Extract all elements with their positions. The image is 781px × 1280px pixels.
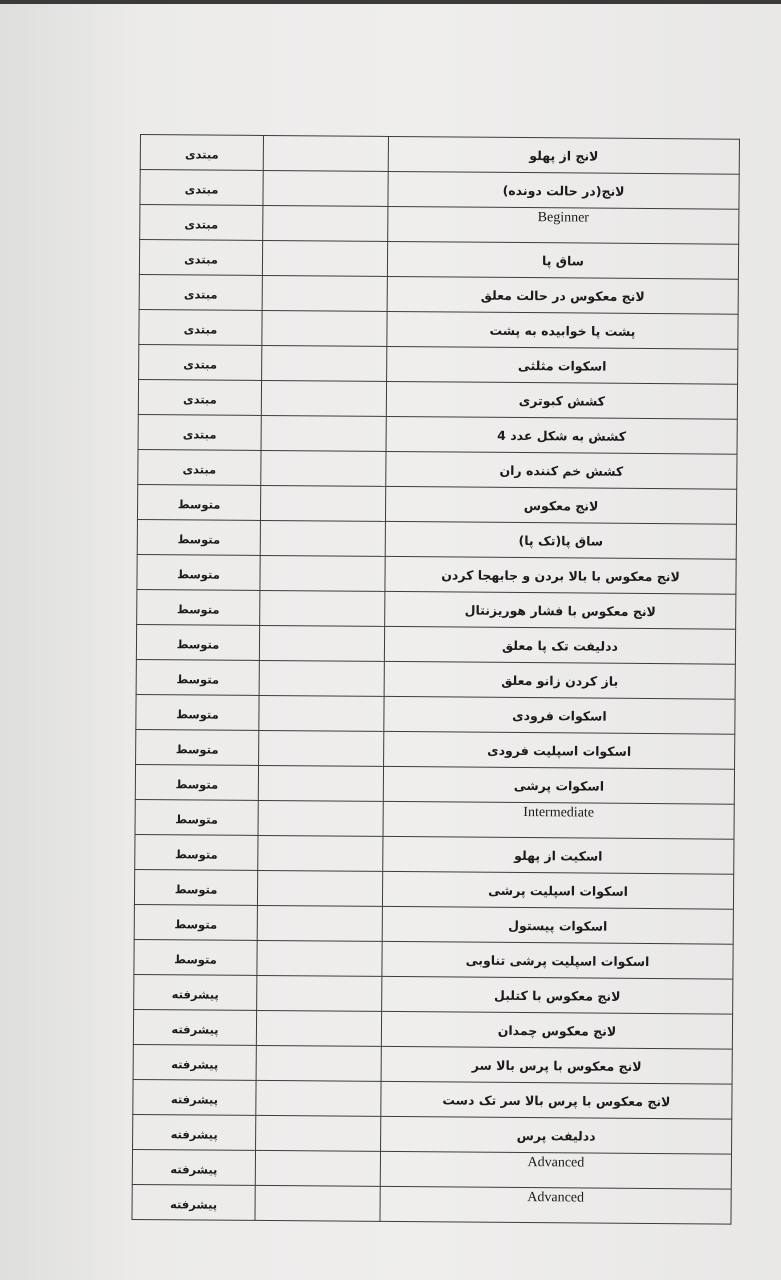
- level-cell: مبتدی: [140, 205, 263, 241]
- level-cell: مبتدی: [139, 344, 262, 380]
- table-row: [138, 449, 737, 489]
- level-cell: مبتدی: [140, 170, 263, 206]
- table-row: [132, 1149, 731, 1189]
- table-row: [137, 484, 736, 524]
- level-cell: متوسط: [136, 694, 259, 730]
- exercise-name-cell: کشش خم کننده ران: [386, 451, 737, 489]
- empty-cell: [260, 590, 385, 626]
- empty-cell: [262, 240, 387, 276]
- empty-cell: [262, 275, 387, 311]
- table-row: [137, 589, 736, 629]
- empty-cell: [260, 555, 385, 591]
- table-row: [139, 309, 738, 349]
- level-cell: متوسط: [135, 834, 258, 870]
- empty-cell: [262, 310, 387, 346]
- exercise-table-body: [132, 135, 740, 1225]
- exercise-name-cell: Beginner: [388, 206, 739, 244]
- empty-cell: [258, 800, 383, 836]
- level-cell: مبتدی: [139, 274, 262, 310]
- level-cell: متوسط: [136, 729, 259, 765]
- level-cell: متوسط: [137, 589, 260, 625]
- level-cell: متوسط: [134, 939, 257, 975]
- table-row: [136, 659, 735, 699]
- exercise-name-cell: اسکوات پرشی: [383, 766, 734, 804]
- table-row: [136, 729, 735, 769]
- exercise-name-cell: لانج معکوس: [385, 486, 736, 524]
- empty-cell: [256, 1115, 381, 1151]
- exercise-name-cell: ساق پا(تک پا): [385, 521, 736, 559]
- table-row: [134, 869, 733, 909]
- table-row: [137, 554, 736, 594]
- exercise-name-cell: کشش کبوتری: [386, 381, 737, 419]
- empty-cell: [263, 135, 388, 171]
- level-cell: پیشرفته: [133, 1009, 256, 1045]
- table-row: [135, 764, 734, 804]
- exercise-name-cell: اسکوات اسپلیت فرودی: [384, 731, 735, 769]
- exercise-name-cell: لانج(در حالت دونده): [388, 171, 739, 209]
- empty-cell: [261, 450, 386, 486]
- empty-cell: [256, 1010, 381, 1046]
- exercise-name-cell: لانج معکوس با بالا بردن و جابهجا کردن: [385, 556, 736, 594]
- exercise-name-cell: ددلیفت تک پا معلق: [384, 626, 735, 664]
- level-cell: پیشرفته: [133, 1079, 256, 1115]
- exercise-sheet: [131, 134, 736, 1225]
- exercise-name-cell: ساق پا: [387, 241, 738, 279]
- table-row: [139, 240, 738, 280]
- empty-cell: [258, 835, 383, 871]
- empty-cell: [255, 1185, 380, 1221]
- level-cell: پیشرفته: [134, 974, 257, 1010]
- table-row: [136, 694, 735, 734]
- level-cell: متوسط: [137, 554, 260, 590]
- level-cell: مبتدی: [139, 309, 262, 345]
- level-cell: متوسط: [134, 904, 257, 940]
- table-row: [135, 799, 734, 839]
- exercise-name-cell: اسکوات مثلثی: [387, 346, 738, 384]
- empty-cell: [257, 905, 382, 941]
- exercise-name-cell: اسکوات پیستول: [382, 906, 733, 944]
- level-cell: پیشرفته: [133, 1044, 256, 1080]
- table-row: [133, 1044, 732, 1084]
- exercise-name-cell: لانج معکوس با پرس بالا سر: [381, 1046, 732, 1084]
- empty-cell: [260, 520, 385, 556]
- table-row: [139, 344, 738, 384]
- table-row: [134, 904, 733, 944]
- table-row: [140, 135, 739, 175]
- exercise-name-cell: اسکوات فرودی: [384, 696, 735, 734]
- exercise-name-cell: لانج معکوس چمدان: [381, 1011, 732, 1049]
- table-row: [133, 1114, 732, 1154]
- exercise-table: [131, 134, 740, 1225]
- page-top-edge: [0, 0, 781, 4]
- exercise-name-cell: لانج معکوس در حالت معلق: [387, 276, 738, 314]
- exercise-name-cell: پشت پا خوابیده به پشت: [387, 311, 738, 349]
- empty-cell: [261, 380, 386, 416]
- table-row: [134, 974, 733, 1014]
- exercise-name-cell: لانج از پهلو: [388, 136, 739, 174]
- exercise-name-cell: لانج معکوس با پرس بالا سر تک دست: [381, 1081, 732, 1119]
- exercise-name-cell: کشش به شکل عدد 4: [386, 416, 737, 454]
- level-cell: متوسط: [135, 764, 258, 800]
- level-cell: مبتدی: [138, 379, 261, 415]
- table-row: [138, 414, 737, 454]
- empty-cell: [255, 1150, 380, 1186]
- empty-cell: [258, 765, 383, 801]
- empty-cell: [257, 870, 382, 906]
- exercise-name-cell: اسکوات اسپلیت پرشی تناوبی: [382, 941, 733, 979]
- level-cell: متوسط: [137, 519, 260, 555]
- table-row: [135, 834, 734, 874]
- empty-cell: [259, 730, 384, 766]
- empty-cell: [259, 695, 384, 731]
- level-cell: متوسط: [136, 624, 259, 660]
- level-cell: متوسط: [136, 659, 259, 695]
- exercise-name-cell: لانج معکوس با فشار هوریزنتال: [385, 591, 736, 629]
- empty-cell: [263, 170, 388, 206]
- empty-cell: [257, 940, 382, 976]
- table-row: [140, 170, 739, 210]
- empty-cell: [256, 1045, 381, 1081]
- empty-cell: [259, 625, 384, 661]
- level-cell: مبتدی: [138, 449, 261, 485]
- empty-cell: [262, 345, 387, 381]
- level-cell: متوسط: [135, 799, 258, 835]
- table-row: [139, 274, 738, 314]
- table-row: [137, 519, 736, 559]
- level-cell: مبتدی: [138, 414, 261, 450]
- table-row: [138, 379, 737, 419]
- exercise-name-cell: ددلیفت پرس: [381, 1116, 732, 1154]
- table-row: [133, 1009, 732, 1049]
- empty-cell: [263, 205, 388, 241]
- exercise-name-cell: Advanced: [380, 1151, 731, 1189]
- level-cell: پیشرفته: [132, 1149, 255, 1185]
- exercise-name-cell: باز کردن زانو معلق: [384, 661, 735, 699]
- empty-cell: [257, 975, 382, 1011]
- exercise-name-cell: Advanced: [380, 1186, 731, 1224]
- table-row: [133, 1079, 732, 1119]
- empty-cell: [260, 485, 385, 521]
- empty-cell: [261, 415, 386, 451]
- level-cell: متوسط: [134, 869, 257, 905]
- exercise-name-cell: اسکیت از پهلو: [383, 836, 734, 874]
- exercise-name-cell: لانج معکوس با کتلبل: [382, 976, 733, 1014]
- table-row: [132, 1184, 731, 1224]
- empty-cell: [259, 660, 384, 696]
- table-row: [136, 624, 735, 664]
- level-cell: مبتدی: [139, 240, 262, 276]
- level-cell: متوسط: [137, 484, 260, 520]
- table-row: [140, 205, 739, 245]
- level-cell: پیشرفته: [133, 1114, 256, 1150]
- empty-cell: [256, 1080, 381, 1116]
- exercise-name-cell: اسکوات اسپلیت پرشی: [382, 871, 733, 909]
- exercise-name-cell: Intermediate: [383, 801, 734, 839]
- level-cell: پیشرفته: [132, 1184, 255, 1220]
- level-cell: مبتدی: [140, 135, 263, 171]
- table-row: [134, 939, 733, 979]
